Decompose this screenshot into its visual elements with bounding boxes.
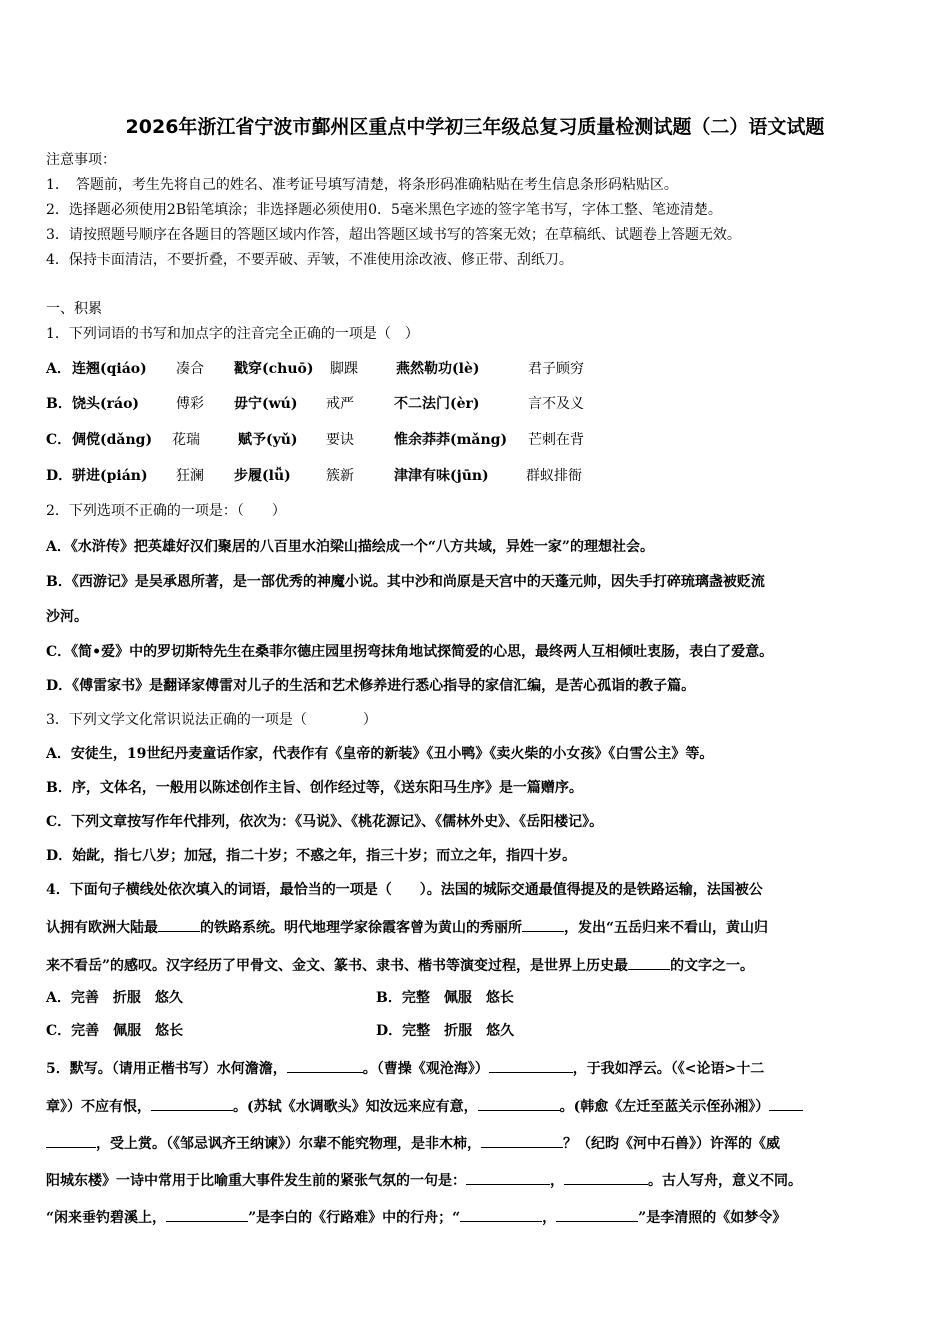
q5-text: “闲来垂钓碧溪上， xyxy=(46,1210,167,1226)
option-label: C． xyxy=(46,432,72,448)
option-cell: 簇新 xyxy=(326,468,354,484)
q5-text: 阳城东楼》一诗中常用于比喻重大事件发生前的紧张气氛的一句是： xyxy=(46,1173,466,1189)
option-cell: 言不及义 xyxy=(528,396,584,412)
option-cell: 狂澜 xyxy=(176,468,204,484)
option-cell: 花瑞 xyxy=(172,432,200,448)
q3-option-c: C．下列文章按写作年代排列，依次为：《马说》、《桃花源记》、《儒林外史》、《岳阳楼记》。 xyxy=(46,814,604,830)
q5-line-3 xyxy=(46,1133,780,1154)
q2-option-a: A．《水浒传》把英雄好汉们聚居的八百里水泊梁山描绘成一个“八方共域，异姓一家”的理想社会。 xyxy=(46,539,654,555)
option-cell: 凑合 xyxy=(176,361,204,377)
option-cell: 傅彩 xyxy=(176,396,204,412)
q4-text: ，发出“五岳归来不看山，黄山归 xyxy=(564,920,769,936)
q3-option-d: D．始龀，指七八岁；加冠，指二十岁；不惑之年，指三十岁；而立之年，指四十岁。 xyxy=(46,848,577,864)
notice-item-2: 2．选择题必须使用2B铅笔填涂；非选择题必须使用0．5毫米黑色字迹的签字笔书写，字体工整、笔迹清楚。 xyxy=(46,202,722,218)
q2-option-b: B．《西游记》是吴承恩所著，是一部优秀的神魔小说。其中沙和尚原是天宫中的天蓬元帅，因失手打碎琉璃盏被贬流 xyxy=(46,574,765,590)
option-cell: 饶头(ráo) xyxy=(72,396,140,412)
q5-text: ？（纪昀《河中石兽》）许浑的《威 xyxy=(563,1136,780,1152)
answer-blank[interactable] xyxy=(769,1096,803,1111)
answer-blank[interactable] xyxy=(158,917,200,932)
option-cell: 燕然勒功(lè) xyxy=(396,361,480,377)
q2-stem: 2．下列选项不正确的一项是：（ ） xyxy=(46,503,286,519)
answer-blank[interactable] xyxy=(478,1096,560,1111)
q4-text: 来不看岳”的感叹。汉字经历了甲骨文、金文、篆书、隶书、楷书等演变过程，是世界上历史最 xyxy=(46,958,629,974)
option-cell: 津津有味(jūn) xyxy=(394,468,489,484)
answer-blank[interactable] xyxy=(564,1170,648,1185)
option-cell: 君子顾穷 xyxy=(528,361,584,377)
q2-option-d: D．《傅雷家书》是翻译家傅雷对儿子的生活和艺术修养进行悉心指导的家信汇编，是苦心孤诣的教子篇。 xyxy=(46,678,696,694)
notice-heading: 注意事项： xyxy=(46,152,116,168)
option-cell: 戒严 xyxy=(326,396,354,412)
answer-blank[interactable] xyxy=(628,955,670,970)
answer-blank[interactable] xyxy=(46,1133,96,1148)
option-label: D． xyxy=(46,468,73,484)
q4-text: 认拥有欧洲大陆最 xyxy=(46,920,158,936)
q2-option-b-cont: 沙河。 xyxy=(46,609,88,625)
answer-blank[interactable] xyxy=(166,1207,248,1222)
q5-text: ，受上赏。（《邹忌讽齐王纳谏》）尔辈不能究物理，是非木柿， xyxy=(96,1136,481,1152)
option-label: B． xyxy=(46,396,72,412)
option-cell: 骈进(pián) xyxy=(72,468,148,484)
option-cell: 不二法门(èr) xyxy=(394,396,480,412)
answer-blank[interactable] xyxy=(556,1207,638,1222)
q5-text: ”是李清照的《如梦令》 xyxy=(638,1210,787,1226)
q4-option-a: A．完善 折服 悠久 xyxy=(46,990,183,1006)
answer-blank[interactable] xyxy=(151,1096,233,1111)
q4-line-2 xyxy=(46,917,768,938)
q2-option-c: C．《简•爱》中的罗切斯特先生在桑菲尔德庄园里拐弯抹角地试探简爱的心思，最终两人互相倾吐衷肠，表白了爱意。 xyxy=(46,644,774,660)
option-cell: 步履(lǚ) xyxy=(234,468,291,484)
q4-option-b: B．完整 佩服 悠长 xyxy=(376,990,514,1006)
q4-option-c: C．完善 佩服 悠长 xyxy=(46,1023,184,1039)
notice-item-1: 1． 答题前，考生先将自己的姓名、准考证号填写清楚，将条形码准确粘贴在考生信息条形码粘贴区。 xyxy=(46,177,678,193)
answer-blank[interactable] xyxy=(489,1058,573,1073)
notice-item-4: 4．保持卡面清洁，不要折叠，不要弄破、弄皱，不准使用涂改液、修正带、刮纸刀。 xyxy=(46,252,573,268)
q4-text: 的文字之一。 xyxy=(670,958,755,974)
answer-blank[interactable] xyxy=(466,1170,550,1185)
q1-stem: 1．下列词语的书写和加点字的注音完全正确的一项是（ ） xyxy=(46,326,419,342)
answer-blank[interactable] xyxy=(287,1058,363,1073)
q3-option-a: A．安徒生，19世纪丹麦童话作家，代表作有《皇帝的新装》《丑小鸭》《卖火柴的小女孩》《白雪公主》等。 xyxy=(46,746,714,762)
option-cell: 赋予(yǔ) xyxy=(238,432,298,448)
q5-line-5 xyxy=(46,1207,786,1228)
q4-stem: 4．下面句子横线处依次填入的词语，最恰当的一项是（ ）。法国的城际交通最值得提及的是铁路运输，法国被公 xyxy=(46,882,763,898)
answer-blank[interactable] xyxy=(460,1207,542,1222)
q4-option-d: D．完整 折服 悠久 xyxy=(376,1023,515,1039)
q5-text: ，于我如浮云。（《<论语>十二 xyxy=(572,1061,765,1077)
option-label: A． xyxy=(46,361,71,377)
q3-option-b: B．序，文体名，一般用以陈述创作主旨、创作经过等，《送东阳马生序》是一篇赠序。 xyxy=(46,780,583,796)
option-cell: 群蚁排衙 xyxy=(526,468,582,484)
q4-line-3 xyxy=(46,955,754,976)
q5-line-1 xyxy=(46,1058,764,1079)
option-cell: 毋宁(wú) xyxy=(234,396,298,412)
q4-text: 的铁路系统。明代地理学家徐霞客曾为黄山的秀丽所 xyxy=(200,920,522,936)
option-cell: 芒刺在背 xyxy=(528,432,584,448)
q5-line-4 xyxy=(46,1170,802,1191)
option-cell: 脚踝 xyxy=(330,361,358,377)
q5-text: 。古人写舟，意义不同。 xyxy=(648,1173,802,1189)
q5-text: 章》）不应有恨， xyxy=(46,1099,151,1115)
option-cell: 要诀 xyxy=(326,432,354,448)
option-cell: 戳穿(chuō) xyxy=(234,361,314,377)
page-title: 2026年浙江省宁波市鄞州区重点中学初三年级总复习质量检测试题（二）语文试题 xyxy=(125,116,825,138)
notice-item-3: 3．请按照题号顺序在各题目的答题区域内作答，超出答题区域书写的答案无效；在草稿纸、试题卷上答题无效。 xyxy=(46,227,741,243)
q3-stem: 3．下列文学文化常识说法正确的一项是（ ） xyxy=(46,712,377,728)
q5-text: 。(韩愈《左迁至蓝关示侄孙湘》） xyxy=(559,1099,770,1115)
answer-blank[interactable] xyxy=(481,1133,563,1148)
q5-text: ， xyxy=(542,1210,557,1226)
q5-text: ”是李白的《行路难》中的行舟；“ xyxy=(248,1210,461,1226)
section-heading: 一、积累 xyxy=(46,301,102,317)
q5-text: ， xyxy=(550,1173,564,1189)
q5-line-2 xyxy=(46,1096,803,1117)
option-cell: 惟余莽莽(mǎng) xyxy=(394,432,508,448)
q5-text: 。(苏轼《水调歌头》知汝远来应有意， xyxy=(233,1099,478,1115)
q5-text: 5．默写。（请用正楷书写）水何澹澹， xyxy=(46,1061,287,1077)
q5-text: 。（曹操《观沧海》） xyxy=(362,1061,489,1077)
answer-blank[interactable] xyxy=(522,917,564,932)
option-cell: 连翘(qiáo) xyxy=(72,361,147,377)
option-cell: 倜傥(dǎng) xyxy=(72,432,153,448)
